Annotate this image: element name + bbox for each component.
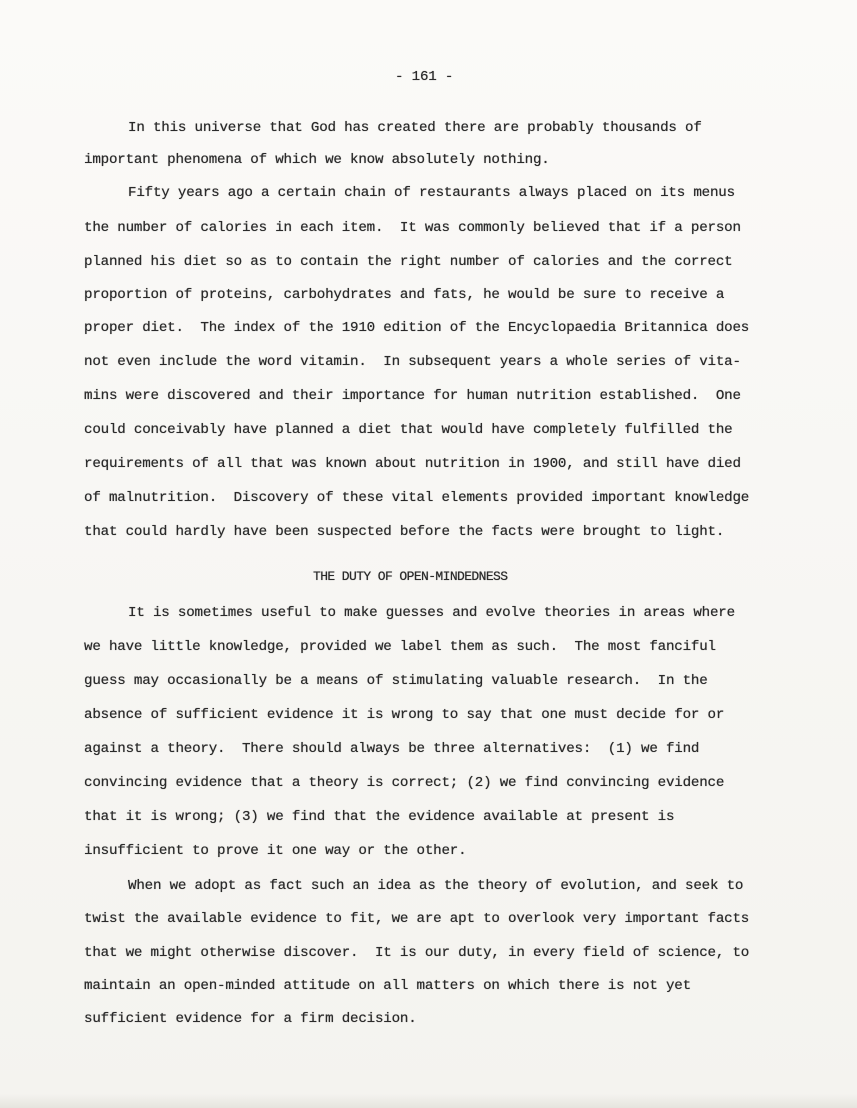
text-line: we have little knowledge, provided we label them as such. The most fanciful bbox=[84, 639, 716, 655]
text-line: the number of calories in each item. It was commonly believed that if a person bbox=[84, 220, 741, 236]
text-line: of malnutrition. Discovery of these vital elements provided important knowledge bbox=[84, 490, 750, 506]
text-line: In this universe that God has created there are probably thousands of bbox=[128, 120, 702, 136]
text-line: It is sometimes useful to make guesses and evolve theories in areas where bbox=[128, 605, 735, 621]
text-line: maintain an open-minded attitude on all matters on which there is not yet bbox=[84, 978, 691, 994]
text-line: against a theory. There should always be three alternatives: (1) we find bbox=[84, 741, 700, 757]
text-line: that it is wrong; (3) we find that the evidence available at present is bbox=[84, 809, 675, 825]
text-line: insufficient to prove it one way or the other. bbox=[84, 843, 467, 859]
text-line: planned his diet so as to contain the right number of calories and the correct bbox=[84, 254, 733, 270]
text-line: important phenomena of which we know absolutely nothing. bbox=[84, 152, 550, 168]
text-line: could conceivably have planned a diet that would have completely fulfilled the bbox=[84, 422, 733, 438]
text-line: proper diet. The index of the 1910 edition of the Encyclopaedia Britannica does bbox=[84, 320, 750, 336]
text-line: sufficient evidence for a firm decision. bbox=[84, 1011, 417, 1027]
text-line: not even include the word vitamin. In subsequent years a whole series of vita- bbox=[84, 354, 741, 370]
text-line: absence of sufficient evidence it is wrong to say that one must decide for or bbox=[84, 707, 725, 723]
text-line: requirements of all that was known about nutrition in 1900, and still have died bbox=[84, 456, 741, 472]
section-heading: THE DUTY OF OPEN-MINDEDNESS bbox=[313, 569, 508, 584]
text-line: twist the available evidence to fit, we are apt to overlook very important facts bbox=[84, 911, 750, 927]
text-line: Fifty years ago a certain chain of restaurants always placed on its menus bbox=[128, 185, 735, 201]
text-line: that we might otherwise discover. It is our duty, in every field of science, to bbox=[84, 945, 750, 961]
text-line: that could hardly have been suspected before the facts were brought to light. bbox=[84, 524, 725, 540]
text-line: guess may occasionally be a means of stimulating valuable research. In the bbox=[84, 673, 708, 689]
page-number: - 161 - bbox=[395, 69, 454, 85]
text-line: convincing evidence that a theory is correct; (2) we find convincing evidence bbox=[84, 775, 725, 791]
text-line: proportion of proteins, carbohydrates and fats, he would be sure to receive a bbox=[84, 287, 725, 303]
text-line: When we adopt as fact such an idea as the theory of evolution, and seek to bbox=[128, 878, 744, 894]
page-edge bbox=[0, 1094, 857, 1108]
text-line: mins were discovered and their importance for human nutrition established. One bbox=[84, 388, 741, 404]
